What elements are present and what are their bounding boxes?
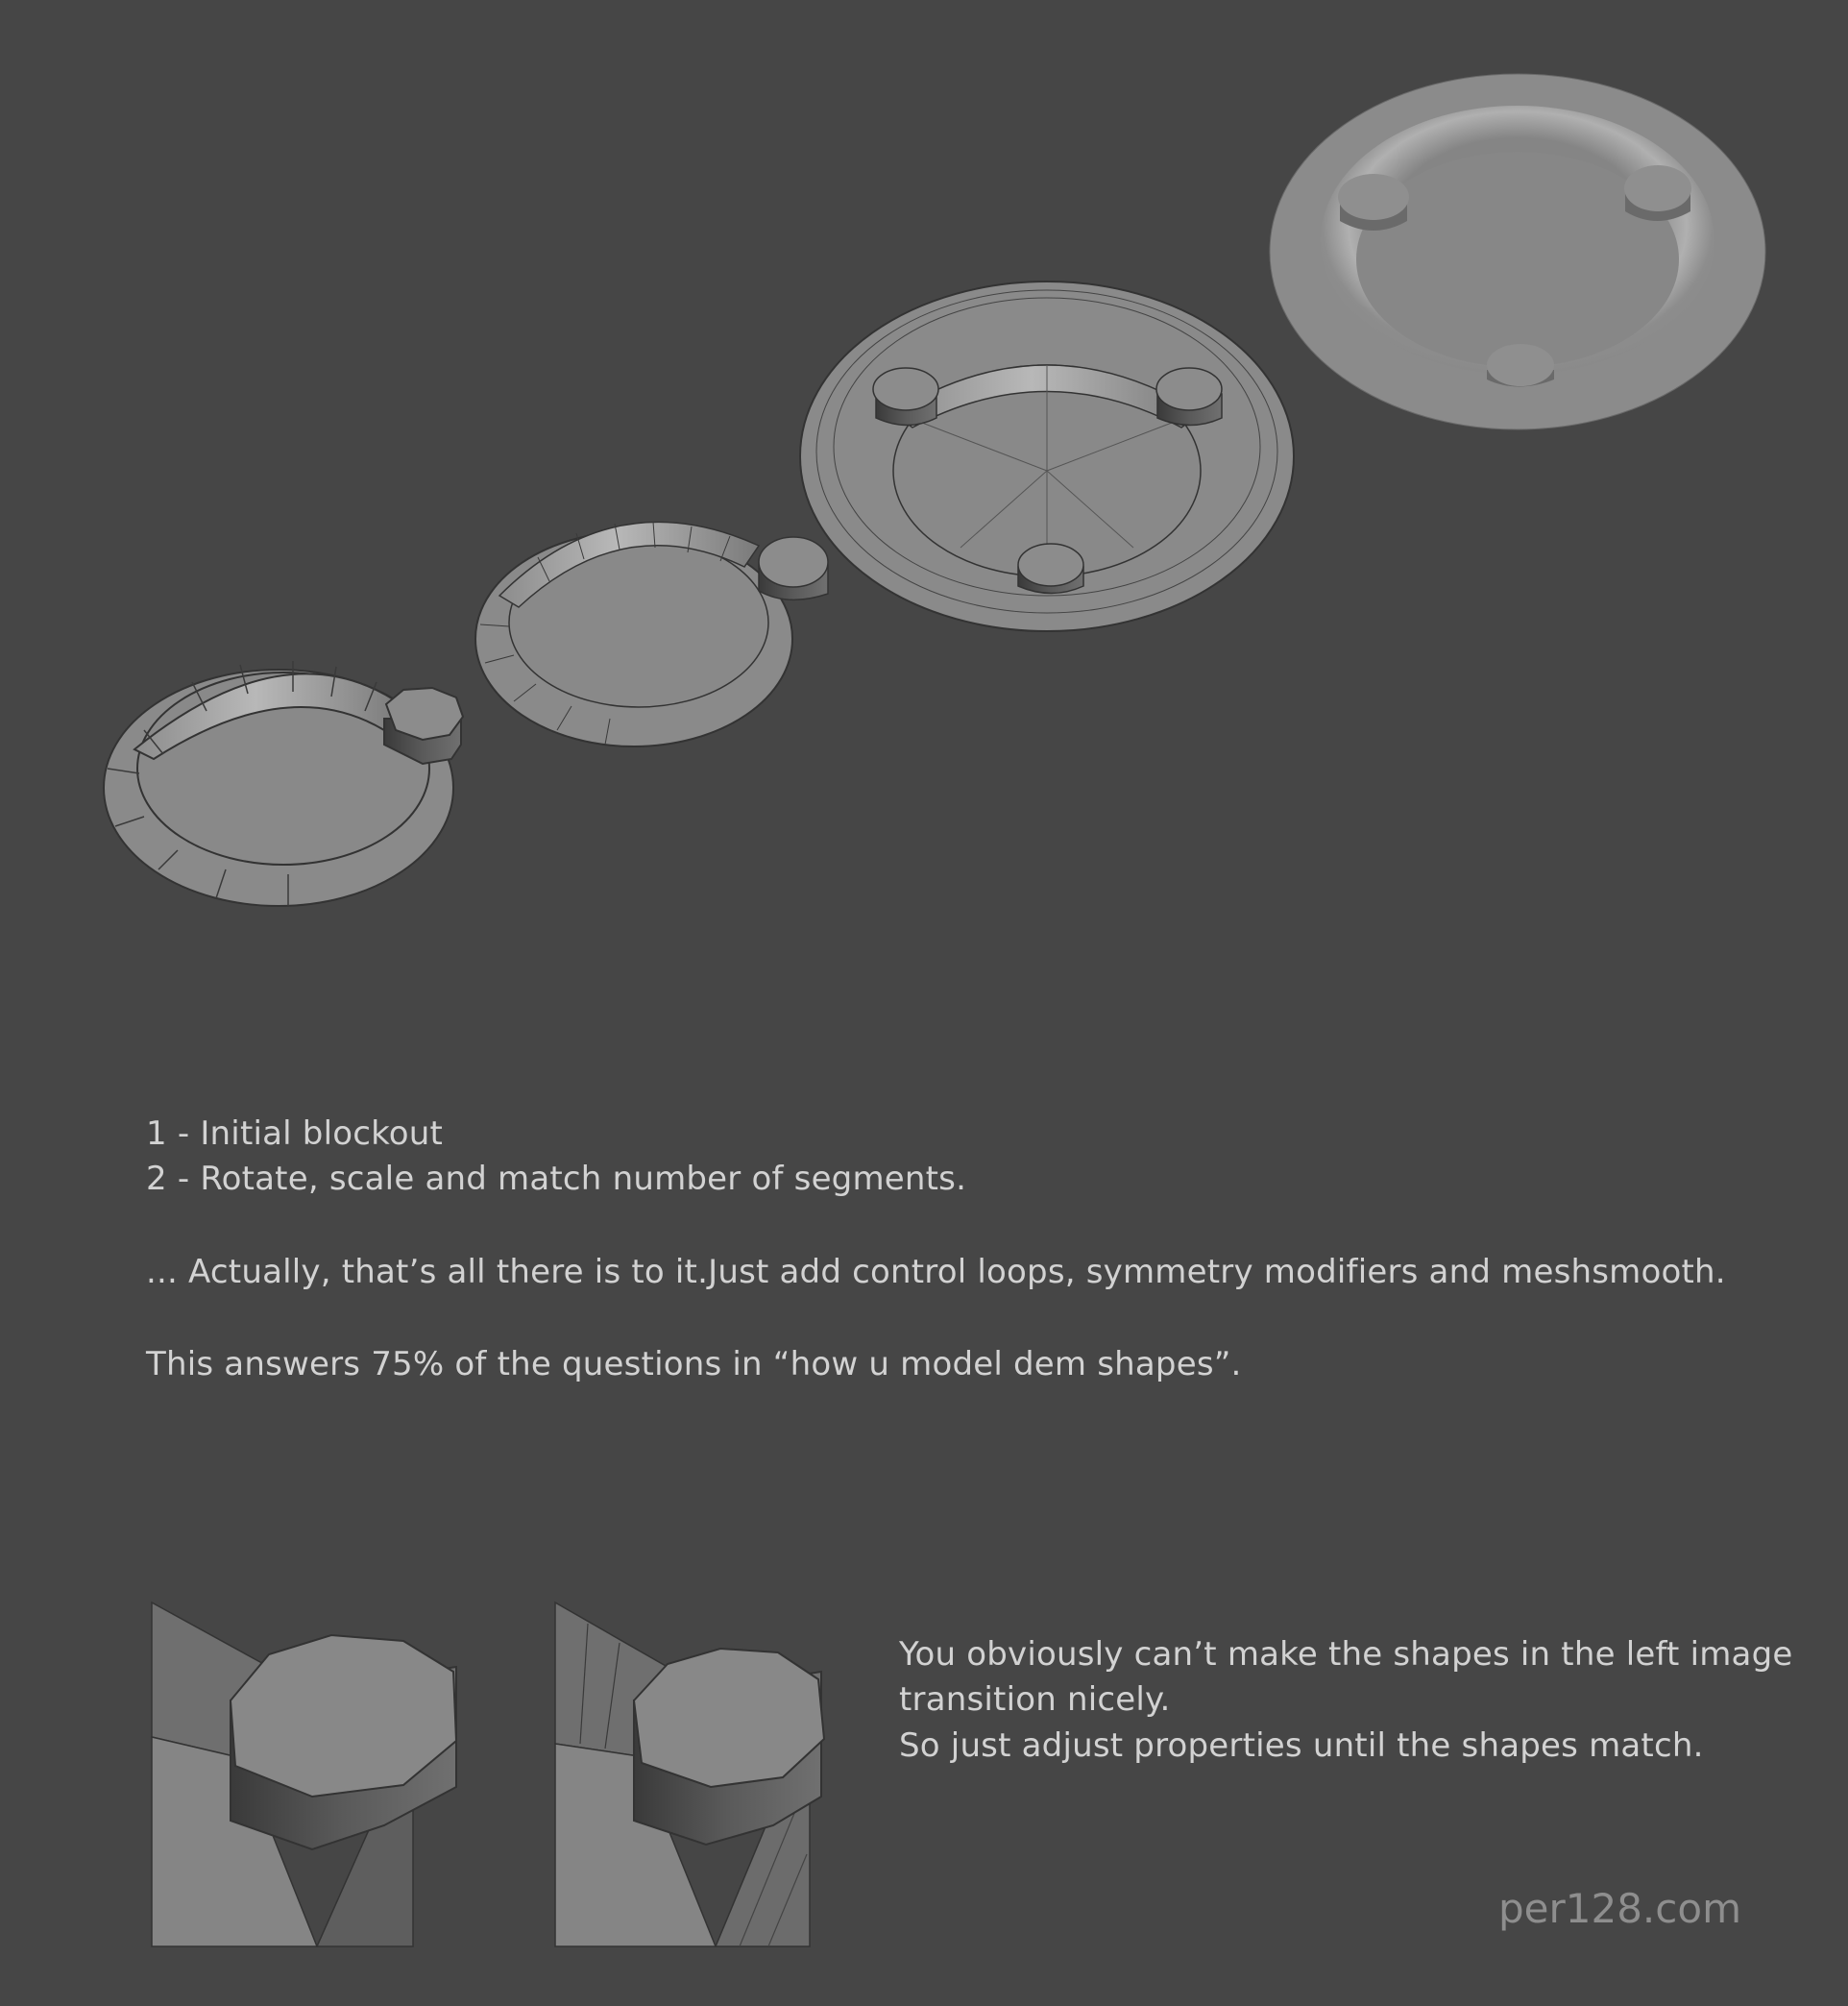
stage3-control-loops-mesh xyxy=(800,281,1294,631)
closeup-left-mismatch xyxy=(152,1602,456,1946)
comparison-note-line-3: So just adjust properties until the shapes match. xyxy=(899,1726,1704,1765)
note-answers: This answers 75% of the questions in “how u model dem shapes”. xyxy=(146,1345,1242,1383)
note-actually: ... Actually, that’s all there is to it.Just add control loops, symmetry modifiers and meshsmooth. xyxy=(146,1253,1726,1291)
stage4-meshsmooth-result xyxy=(1270,74,1765,429)
stage1-blockout-mesh xyxy=(104,661,463,906)
credit-watermark: per128.com xyxy=(1498,1885,1741,1932)
closeup-right-matched xyxy=(555,1602,824,1946)
comparison-note-line-2: transition nicely. xyxy=(899,1680,1171,1719)
comparison-note-line-1: You obviously can’t make the shapes in the left image xyxy=(899,1635,1793,1674)
note-step-2: 2 - Rotate, scale and match number of segments. xyxy=(146,1160,967,1198)
note-step-1: 1 - Initial blockout xyxy=(146,1114,444,1153)
stage2-matched-segments-mesh xyxy=(475,522,828,746)
